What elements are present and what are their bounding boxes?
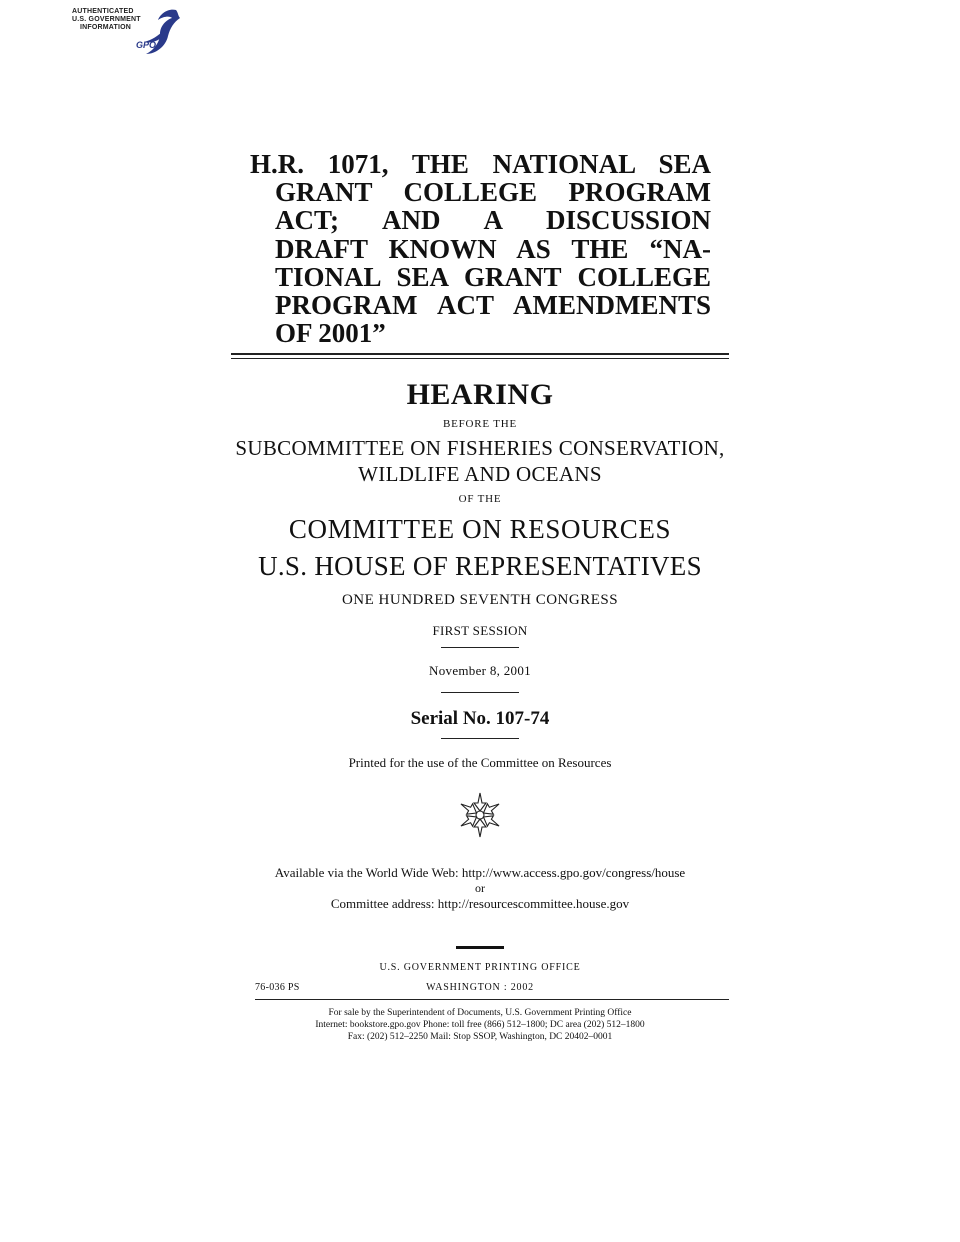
subcommittee-name-line2: WILDLIFE AND OCEANS bbox=[358, 462, 602, 486]
or-separator: or bbox=[475, 881, 485, 895]
of-the-label: OF THE bbox=[458, 493, 502, 505]
printed-for-note: Printed for the use of the Committee on Resources bbox=[348, 755, 612, 770]
house-name: U.S. HOUSE OF REPRESENTATIVES bbox=[258, 551, 702, 581]
seal-text-government: U.S. GOVERNMENT bbox=[72, 16, 141, 23]
title-line: ACT; AND A DISCUSSION bbox=[275, 205, 711, 236]
subcommittee-name-line1: SUBCOMMITTEE ON FISHERIES CONSERVATION, bbox=[235, 436, 725, 460]
committee-name: COMMITTEE ON RESOURCES bbox=[288, 514, 672, 544]
before-the-label: BEFORE THE bbox=[442, 418, 518, 430]
seal-text-authenticated: AUTHENTICATED bbox=[72, 8, 134, 15]
imprint-rule bbox=[255, 999, 729, 1000]
session-label: FIRST SESSION bbox=[432, 623, 528, 638]
title-line: PROGRAM ACT AMENDMENTS bbox=[275, 290, 711, 321]
title-line: OF 2001” bbox=[275, 318, 386, 349]
printing-office-name: U.S. GOVERNMENT PRINTING OFFICE bbox=[379, 962, 581, 973]
title-divider-thick bbox=[231, 353, 729, 355]
document-title bbox=[250, 150, 711, 347]
seal-gpo-mark: GPO bbox=[136, 40, 157, 50]
title-line: TIONAL SEA GRANT COLLEGE bbox=[275, 261, 711, 292]
sale-info-line: For sale by the Superintendent of Documents, U.S. Government Printing Office bbox=[328, 1008, 632, 1018]
committee-address-line: Committee address: http://resourcescommittee.house.gov bbox=[330, 896, 630, 911]
title-divider-thin bbox=[231, 358, 729, 359]
title-line: H.R. 1071, THE NATIONAL SEA bbox=[250, 149, 711, 179]
sale-info-line: Fax: (202) 512–2250 Mail: Stop SSOP, Washington, DC 20402–0001 bbox=[347, 1032, 613, 1042]
section-divider bbox=[441, 692, 519, 693]
sale-info-line: Internet: bookstore.gpo.gov Phone: toll free (866) 512–1800; DC area (202) 512–1800 bbox=[315, 1020, 645, 1030]
hearing-heading: HEARING bbox=[406, 378, 554, 411]
title-line: DRAFT KNOWN AS THE “NA- bbox=[275, 233, 711, 264]
eagle-icon bbox=[138, 6, 182, 58]
congress-label: ONE HUNDRED SEVENTH CONGRESS bbox=[341, 592, 619, 608]
place-and-year: WASHINGTON : 2002 bbox=[426, 982, 534, 993]
section-divider bbox=[441, 647, 519, 648]
section-divider bbox=[441, 738, 519, 739]
title-line: GRANT COLLEGE PROGRAM bbox=[275, 177, 711, 208]
gpo-authentication-seal bbox=[70, 6, 188, 58]
job-number: 76-036 PS bbox=[255, 982, 300, 993]
web-availability-line: Available via the World Wide Web: http://www.access.gpo.gov/congress/house bbox=[274, 865, 686, 880]
hearing-date: November 8, 2001 bbox=[429, 663, 531, 678]
seal-text-information: INFORMATION bbox=[80, 24, 132, 31]
serial-number: Serial No. 107-74 bbox=[410, 708, 550, 729]
printer-ornament-icon bbox=[452, 787, 508, 843]
imprint-divider bbox=[456, 946, 504, 949]
